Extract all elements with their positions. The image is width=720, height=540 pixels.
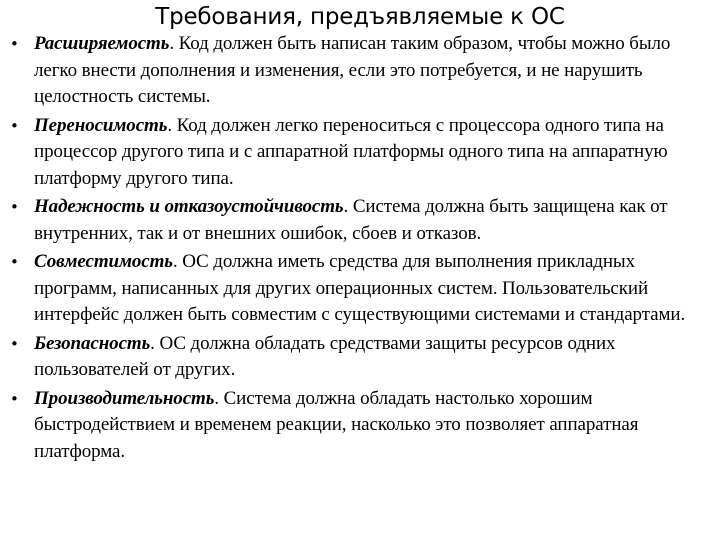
- bullet-icon: •: [10, 253, 19, 271]
- description-compatibility: . ОС должна иметь средства для выполнения прикладных программ, написанных для других операционных систем. Пользовательский интерфейс должен быть совместим с существующими системами и стандартами.: [34, 251, 686, 325]
- bullet-icon: •: [10, 389, 19, 408]
- term-reliability: Надежность и отказоустойчивость: [34, 196, 344, 217]
- list-item-portability: [0, 113, 720, 193]
- term-portability: Переносимость: [34, 114, 168, 136]
- bullet-icon: •: [10, 116, 19, 135]
- bullet-icon: •: [10, 198, 19, 216]
- list-item-extensibility: [0, 31, 720, 111]
- description-security: . ОС должна обладать средствами защиты ресурсов одних пользователей от других.: [34, 332, 616, 380]
- term-security: Безопасность: [34, 332, 151, 354]
- description-performance: . Система должна обладать настолько хорошим быстродействием и временем реакции, насколько это позволяет аппаратная платформа.: [34, 387, 639, 462]
- bullet-icon: •: [10, 35, 19, 53]
- list-item-security: [0, 331, 720, 384]
- description-portability: . Код должен легко переноситься с процессора одного типа на процессор другого типа и с аппаратной платформы одного типа на аппаратную платформу другого типа.: [34, 114, 668, 189]
- slide-title: Требования, предъявляемые к ОС: [155, 4, 565, 30]
- bullet-icon: •: [10, 334, 19, 353]
- description-extensibility: . Код должен быть написан таким образом, чтобы можно было легко внести дополнения и изменения, если это потребуется, и не нарушить целостность системы.: [34, 33, 671, 107]
- term-compatibility: Совместимость: [34, 251, 173, 272]
- list-item-reliability: [0, 194, 720, 247]
- list-item-performance: [0, 386, 720, 466]
- description-reliability: . Система должна быть защищена как от внутренних, так и от внешних ошибок, сбоев и отказов.: [34, 196, 668, 244]
- term-performance: Производительность: [34, 387, 215, 409]
- term-extensibility: Расширяемость: [34, 33, 170, 54]
- list-item-compatibility: [0, 249, 720, 329]
- requirements-list: [0, 31, 720, 467]
